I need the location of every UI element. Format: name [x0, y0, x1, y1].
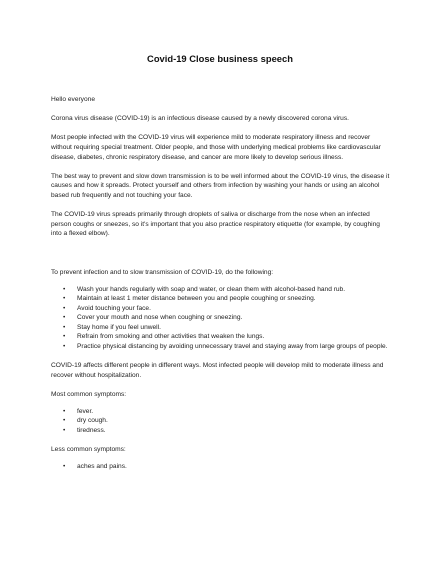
bullet-icon: •: [63, 304, 66, 312]
bullet-icon: •: [63, 285, 66, 293]
less-common-symptoms-list: [51, 462, 391, 472]
list-item: • Maintain at least 1 meter distance between you and people coughing or sneezing.: [63, 295, 316, 303]
bullet-icon: •: [63, 295, 66, 303]
bullet-icon: •: [63, 343, 66, 351]
prevention-intro: To prevent infection and to slow transmission of COVID-19, do the following:: [51, 268, 274, 276]
list-item: • Cover your mouth and nose when coughing or sneezing.: [63, 314, 243, 322]
less-common-symptoms-heading: Less common symptoms:: [51, 446, 126, 453]
common-symptoms-heading: Most common symptoms:: [51, 391, 127, 399]
document-title: Covid-19 Close business speech: [147, 53, 293, 64]
list-item: • Avoid touching your face.: [63, 304, 151, 312]
document-body: [51, 95, 391, 471]
paragraph-prevention: The best way to prevent and slow down transmission is to be well informed about the COVID-19 virus, the disease it causes and how it spreads. Protect yourself and others from infection by washing your hands or using an alcohol based rub frequently and not touching your face.: [51, 172, 390, 199]
paragraph-infection: Most people infected with the COVID-19 virus will experience mild to moderate respiratory illness and recover without requiring special treatment. Older people, and those with underlying medical problems like cardiovascular disease, diabetes, chronic respiratory disease, and cancer are more likely to develop serious illness.: [51, 134, 381, 161]
list-item: • dry cough.: [63, 417, 108, 425]
list-item: • aches and pains.: [63, 462, 127, 470]
bullet-icon: •: [63, 462, 66, 470]
list-item: • fever.: [63, 407, 94, 415]
list-item: • Wash your hands regularly with soap and water, or clean them with alcohol-based hand rub.: [63, 285, 346, 293]
bullet-icon: •: [63, 333, 66, 341]
paragraph-intro: Corona virus disease (COVID-19) is an infectious disease caused by a newly discovered corona virus.: [51, 115, 349, 123]
bullet-icon: •: [63, 426, 66, 434]
greeting: Hello everyone: [51, 96, 95, 103]
bullet-icon: •: [63, 323, 66, 331]
bullet-icon: •: [63, 314, 66, 322]
prevention-list: [51, 285, 391, 352]
common-symptoms-list: [51, 407, 391, 436]
list-item: • tiredness.: [63, 426, 106, 434]
bullet-icon: •: [63, 407, 66, 415]
list-item: • Refrain from smoking and other activities that weaken the lungs.: [63, 333, 265, 341]
paragraph-effects: COVID-19 affects different people in different ways. Most infected people will develop mild to moderate illness and recover without hospitalization.: [51, 362, 384, 379]
list-item: • Practice physical distancing by avoiding unnecessary travel and staying away from large groups of people.: [63, 343, 388, 351]
list-item: • Stay home if you feel unwell.: [63, 323, 161, 331]
bullet-icon: •: [63, 417, 66, 425]
paragraph-spread: The COVID-19 virus spreads primarily through droplets of saliva or discharge from the nose when an infected person coughs or sneezes, so it's important that you also practice respiratory etiquette (for example, by coughing into a flexed elbow).: [51, 211, 380, 238]
